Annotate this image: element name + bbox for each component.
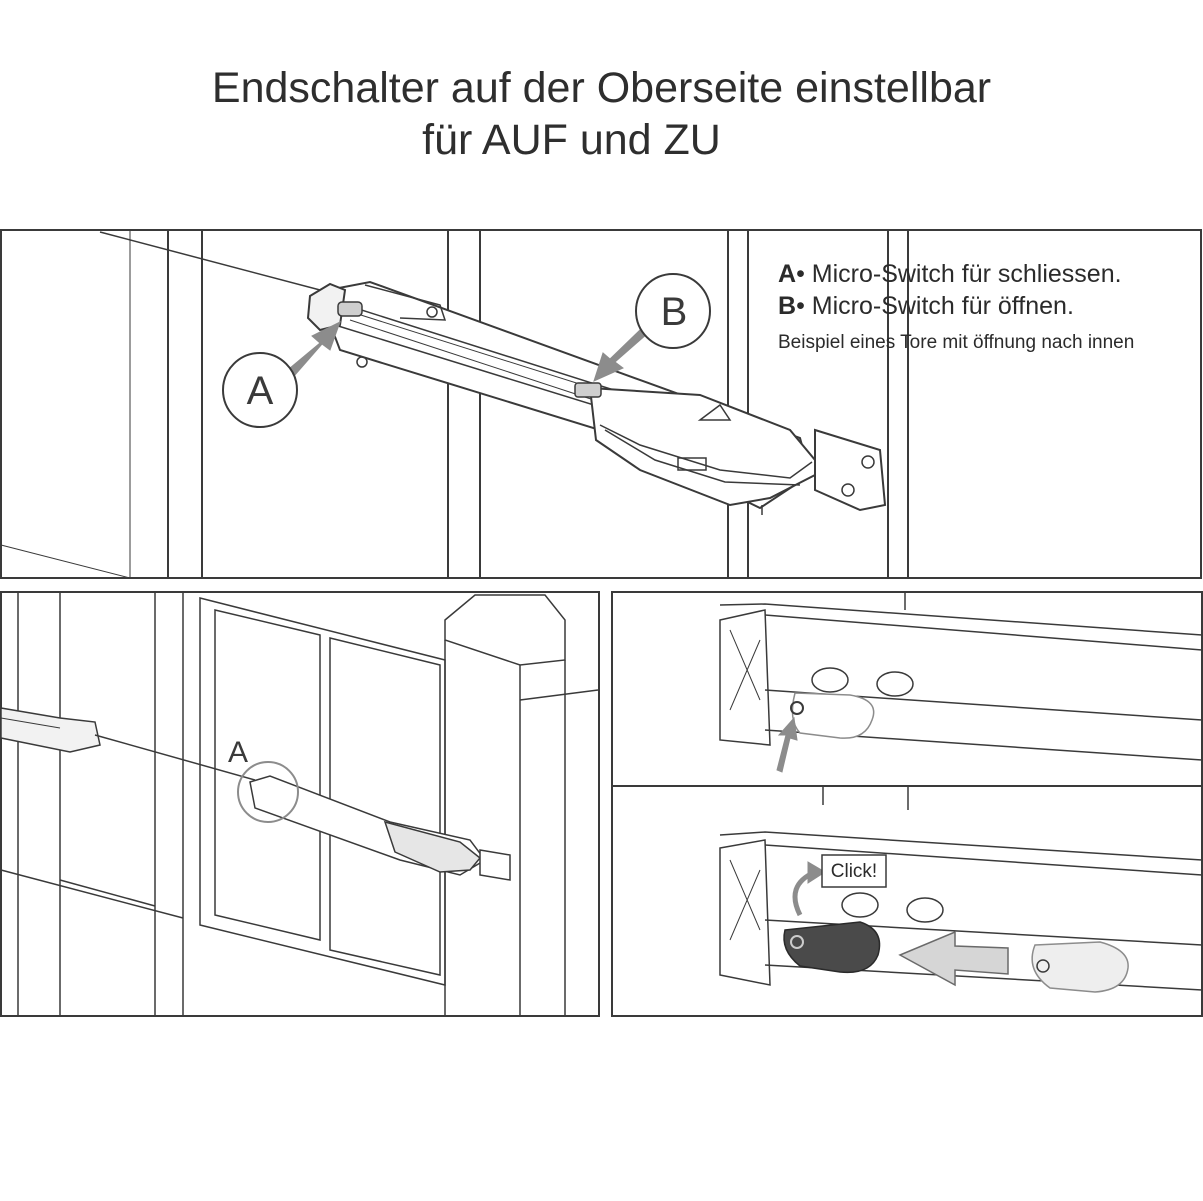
light-switch (1032, 942, 1128, 992)
legend-note: Beispiel eines Tore mit öffnung nach innen (778, 332, 1135, 353)
big-left-arrow (900, 932, 1008, 985)
bottom-right-upper-panel (612, 592, 1202, 786)
legend-a-letter: A (778, 260, 797, 288)
title-line-1: Endschalter auf der Oberseite einstellbar (211, 64, 992, 112)
legend-a-text: • Micro-Switch für schliessen. (796, 260, 1122, 288)
arrow-a-top (290, 322, 340, 375)
legend-b-text: • Micro-Switch für öffnen. (796, 292, 1074, 320)
callout-a-bottom-label: A (227, 736, 249, 769)
click-label: Click! (830, 861, 878, 882)
legend-a (778, 260, 1122, 289)
callout-b-top-label: B (660, 290, 688, 334)
bottom-left-panel (1, 592, 599, 1016)
legend-b-letter: B (778, 292, 797, 320)
arrow-upper-switch (777, 718, 797, 772)
title-line-2: für AUF und ZU (422, 116, 721, 164)
callout-a-top-label: A (246, 369, 274, 413)
bottom-right-upper-frame (612, 592, 1202, 786)
bottom-right-lower-panel (612, 786, 1202, 1016)
legend-b (778, 292, 1074, 321)
